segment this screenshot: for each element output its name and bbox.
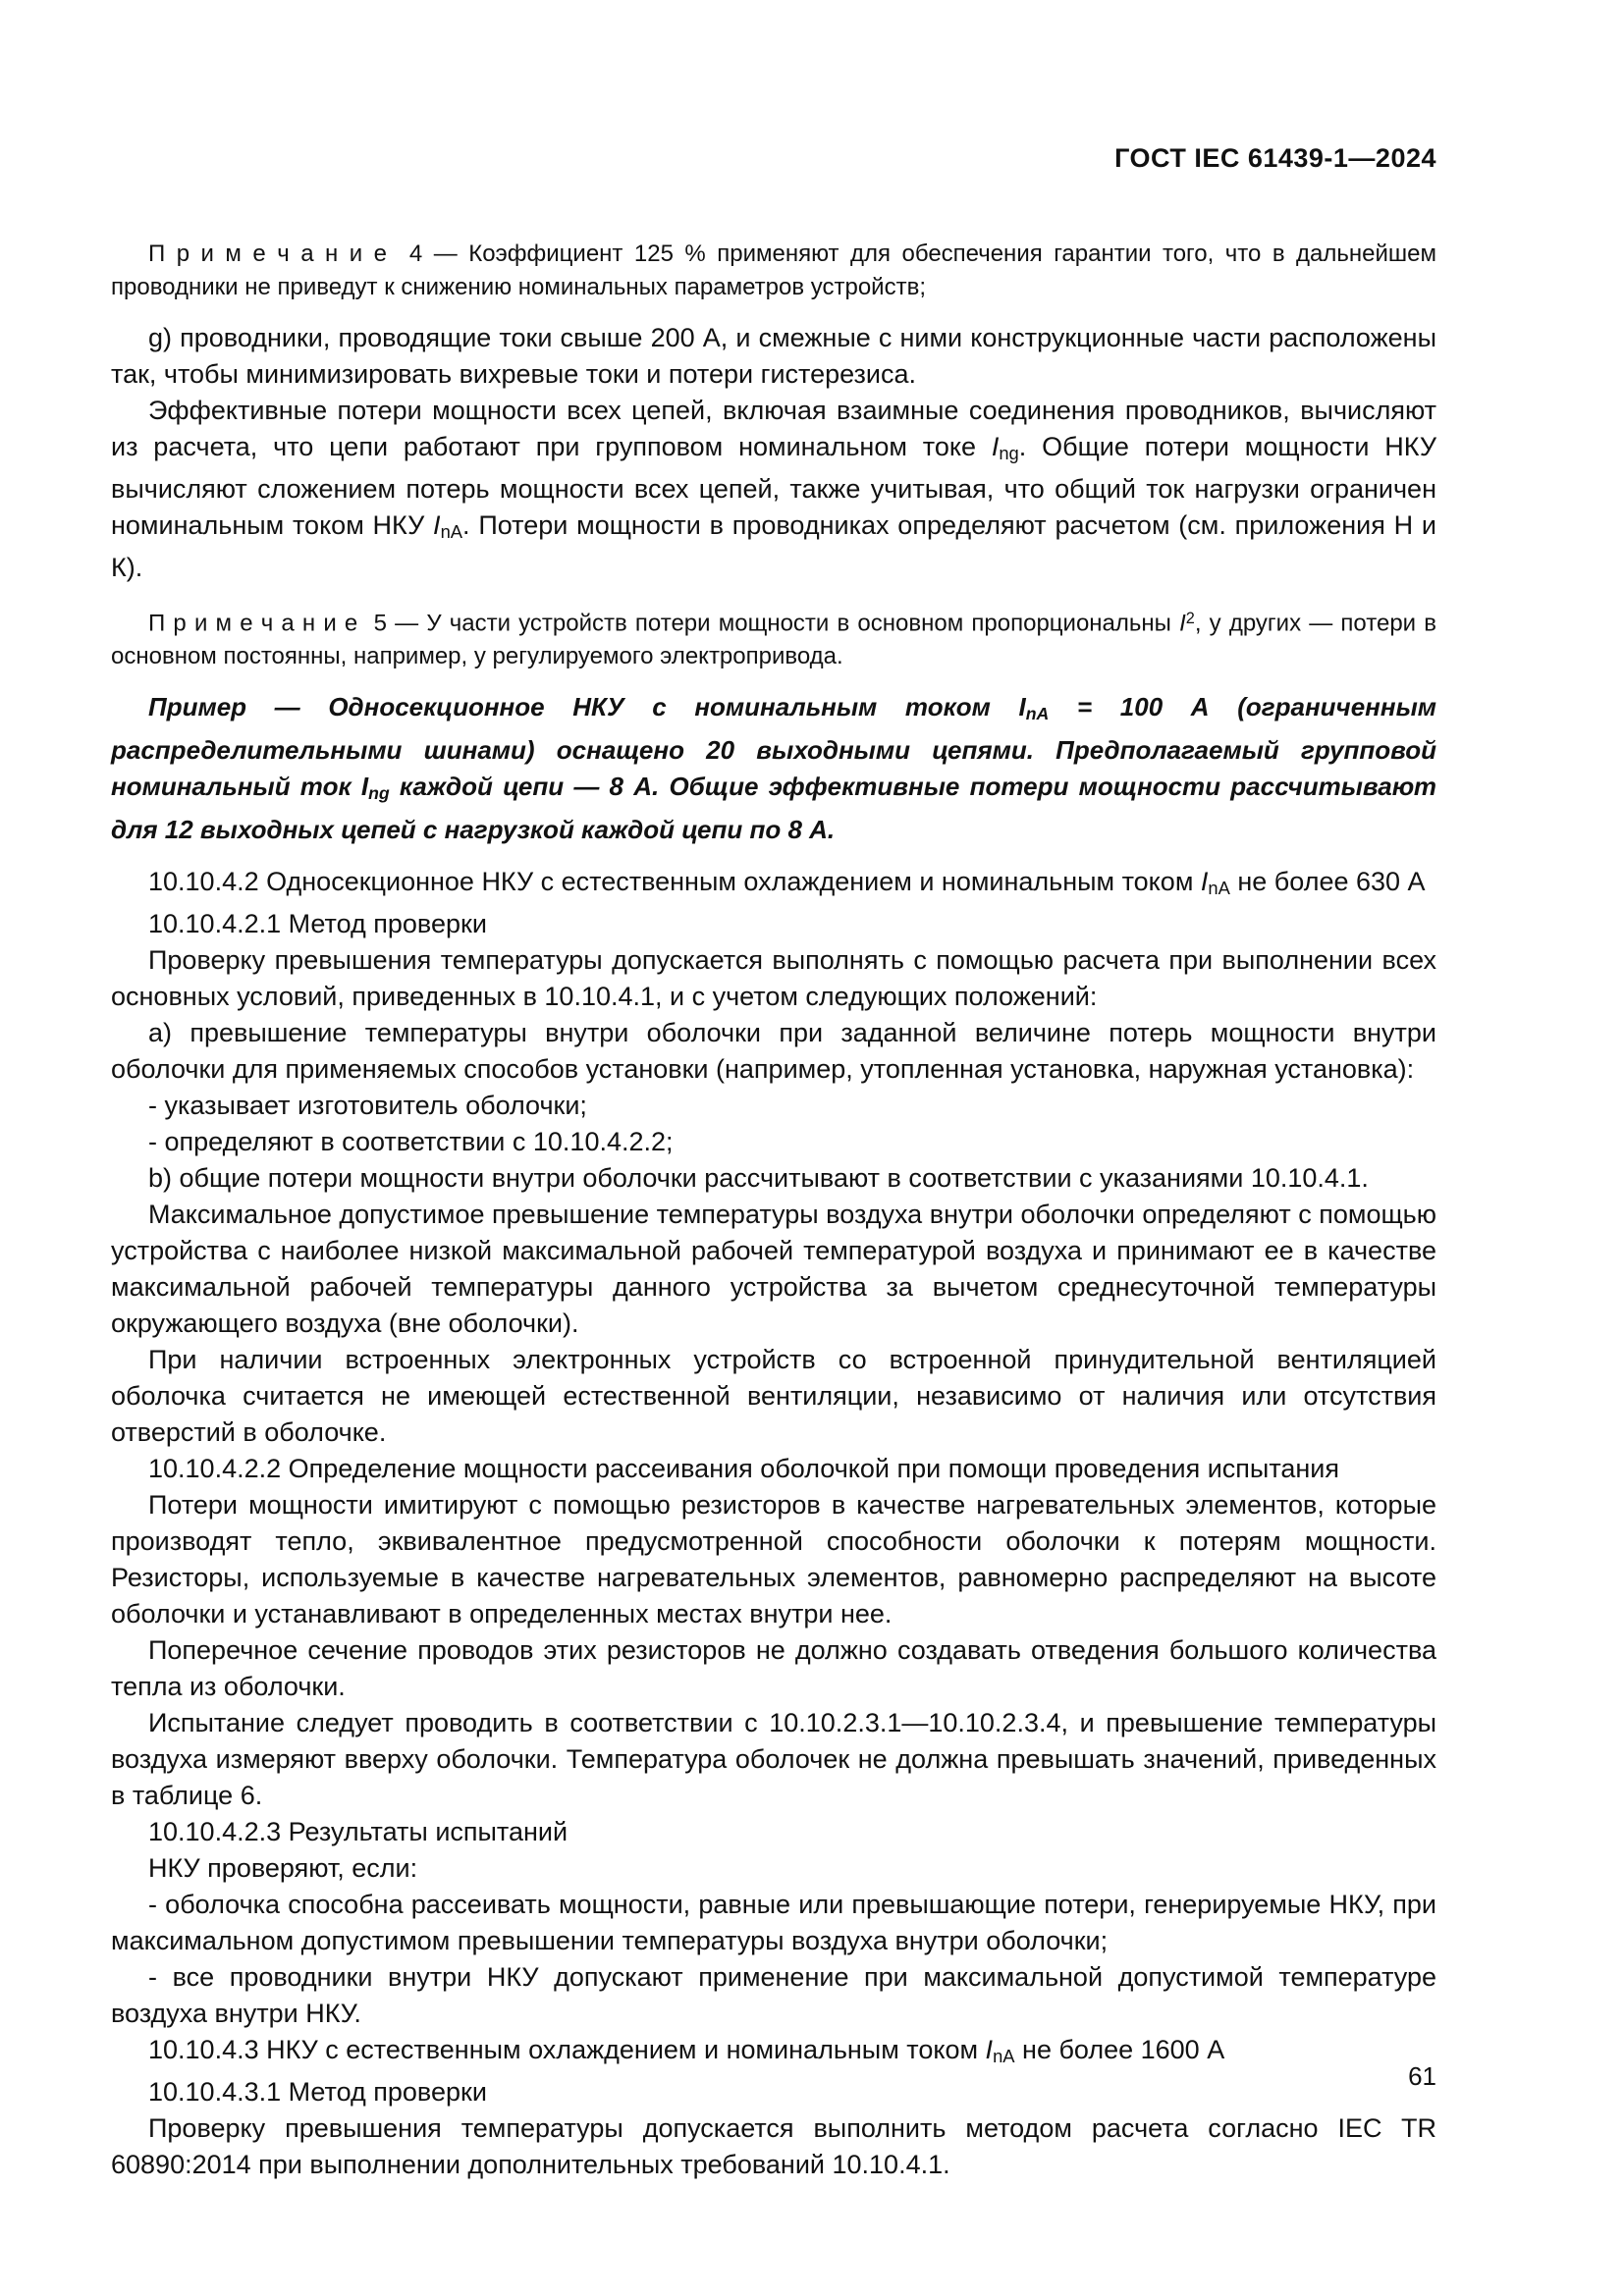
spaced-note-label: П р и м е ч а н и е 5 [148,610,387,637]
item-g [111,320,1436,393]
text-segment: Испытание следует проводить в соответствии с 10.10.2.3.1—10.10.2.3.4, и превышение температуры воздуха измеряют вверху оболочки. Температура оболочек не должна превышать значений, приведенных в таблице 6. [111,1708,1436,1811]
page-number: 61 [1408,2061,1436,2091]
variable-subscript: nA [993,2046,1015,2067]
variable-symbol: I [360,772,369,802]
para-test-procedure [111,1705,1436,1814]
text-segment: g) проводники, проводящие токи свыше 200 А, и смежные с ними конструкционные части расположены так, чтобы минимизировать вихревые токи и потери гистерезиса. [111,323,1436,389]
text-segment: НКУ проверяют, если: [148,1853,418,1884]
heading-10-10-4-2-2 [111,1451,1436,1487]
text-segment: . Потери мощности в проводниках определяют расчетом (см. приложения Н и К). [111,510,1436,583]
para-effective-losses [111,393,1436,586]
text-segment: Проверку превышения температуры допускается выполнять с помощью расчета при выполнении всех основных условий, приведенных в 10.10.4.1, и с учетом следующих положений: [111,945,1436,1012]
page-header: ГОСТ IEC 61439-1—2024 [1114,143,1436,173]
text-segment: 10.10.4.2 Односекционное НКУ с естественным охлаждением и номинальным током [148,867,1201,897]
text-segment: . Общие потери мощности НКУ вычисляют сложением потерь мощности всех цепей, также учитывая, что общий ток нагрузки ограничен номинальным током НКУ [111,432,1436,541]
text-segment: - все проводники внутри НКУ допускают применение при максимальной допустимой температуре воздуха внутри НКУ. [111,1962,1436,2029]
para-verification-iec-tr [111,2110,1436,2183]
list-item-determined [111,1124,1436,1160]
document-body [111,222,1436,2183]
text-segment: 10.10.4.2.1 Метод проверки [148,909,487,939]
text-segment: 10.10.4.3 НКУ с естественным охлаждением и номинальным током [148,2035,986,2065]
text-segment: - оболочка способна рассеивать мощности, равные или превышающие потери, генерируемые НКУ, при максимальном допустимом превышении температуры воздуха внутри оболочки; [111,1890,1436,1956]
text-segment: Максимальное допустимое превышение температуры воздуха внутри оболочки определяют с помощью устройства с наиболее низкой максимальной рабочей температурой воздуха и принимают ее в качестве максимальной рабочей температуры данного устройства за вычетом среднесуточной температуры окружающего воздуха (вне оболочки). [111,1200,1436,1339]
variable-subscript: nA [1208,878,1230,899]
text-segment: — Коэффициент 125 % применяют для обеспечения гарантии того, что в дальнейшем проводники не приведут к снижению номинальных параметров устройств; [111,240,1437,300]
text-segment: каждой цепи — 8 А. Общие эффективные потери мощности рассчитывают для 12 выходных цепей с нагрузкой каждой цепи по 8 А. [111,772,1436,845]
list-item-conductors [111,1959,1436,2032]
para-max-temp [111,1197,1436,1342]
item-a [111,1015,1436,1088]
para-cross-section [111,1632,1436,1705]
para-resistors [111,1487,1436,1632]
text-segment: не более 1600 А [1014,2035,1225,2065]
text-segment: Эффективные потери мощности всех цепей, включая взаимные соединения проводников, вычисляют из расчета, что цепи работают при групповом номинальном токе [111,396,1436,461]
text-segment: При наличии встроенных электронных устройств со встроенной принудительной вентиляцией оболочка считается не имеющей естественной вентиляции, независимо от наличия или отсутствия отверстий в оболочке. [111,1345,1436,1448]
variable-symbol: I [991,432,1000,461]
heading-10-10-4-2-3 [111,1814,1436,1850]
list-item-manufacturer [111,1088,1436,1124]
text-segment: - определяют в соответствии с 10.10.4.2.2; [148,1127,674,1157]
variable-symbol: I [433,510,441,541]
variable-subscript: ng [368,783,390,804]
para-nku-verified-if [111,1850,1436,1887]
text-segment: Проверку превышения температуры допускается выполнить методом расчета согласно IEC TR 60890:2014 при выполнении дополнительных требований 10.10.4.1. [111,2113,1436,2180]
variable-subscript: ng [999,443,1019,464]
para-verification-calc [111,942,1436,1015]
text-segment: Пример — Односекционное НКУ с номинальным током [148,692,1019,722]
text-segment: b) общие потери мощности внутри оболочки рассчитывают в соответствии с указаниями 10.10.4.1. [148,1163,1369,1194]
note-4 [111,238,1436,304]
variable-symbol: I [1018,692,1026,722]
variable-symbol: I [985,2035,994,2065]
text-segment: Потери мощности имитируют с помощью резисторов в качестве нагревательных элементов, которые производят тепло, эквивалентное предусмотренной способности оболочки к потерям мощности. Резисторы, используемые в качестве нагревательных элементов, равномерно распределяют на высоте оболочки и устанавливают в определенных местах внутри нее. [111,1490,1436,1629]
variable-symbol: I [1179,610,1186,637]
list-item-enclosure-dissipate [111,1887,1436,1959]
text-segment: Поперечное сечение проводов этих резисторов не должно создавать отведения большого количества тепла из оболочки. [111,1635,1436,1702]
text-segment: 10.10.4.2.3 Результаты испытаний [148,1817,568,1847]
variable-symbol: I [1200,867,1209,897]
note-5 [111,602,1436,673]
heading-10-10-4-2 [111,864,1436,906]
heading-10-10-4-2-1 [111,906,1436,942]
para-forced-ventilation [111,1342,1436,1451]
text-segment: а) превышение температуры внутри оболочки при заданной величине потерь мощности внутри оболочки для применяемых способов установки (например, утопленная установка, наружная установка): [111,1018,1436,1085]
spaced-note-label: П р и м е ч а н и е 4 [148,240,423,267]
variable-subscript: nA [1025,704,1050,724]
item-b [111,1160,1436,1197]
example [111,689,1436,848]
text-segment: 10.10.4.3.1 Метод проверки [148,2077,487,2108]
variable-subscript: nA [440,521,463,543]
text-segment: 10.10.4.2.2 Определение мощности рассеивания оболочкой при помощи проведения испытания [148,1454,1340,1484]
text-segment: = 100 А (ограниченным распределительными шинами) оснащено 20 выходными цепями. Предполагаемый групповой номинальный ток [111,692,1437,802]
variable-superscript: 2 [1185,610,1195,628]
text-segment: , у других — потери в основном постоянны, например, у регулируемого электропривода. [111,610,1437,670]
text-segment: не более 630 А [1229,867,1426,897]
text-segment: — У части устройств потери мощности в основном пропорциональны [386,610,1180,637]
text-segment: - указывает изготовитель оболочки; [148,1091,587,1121]
